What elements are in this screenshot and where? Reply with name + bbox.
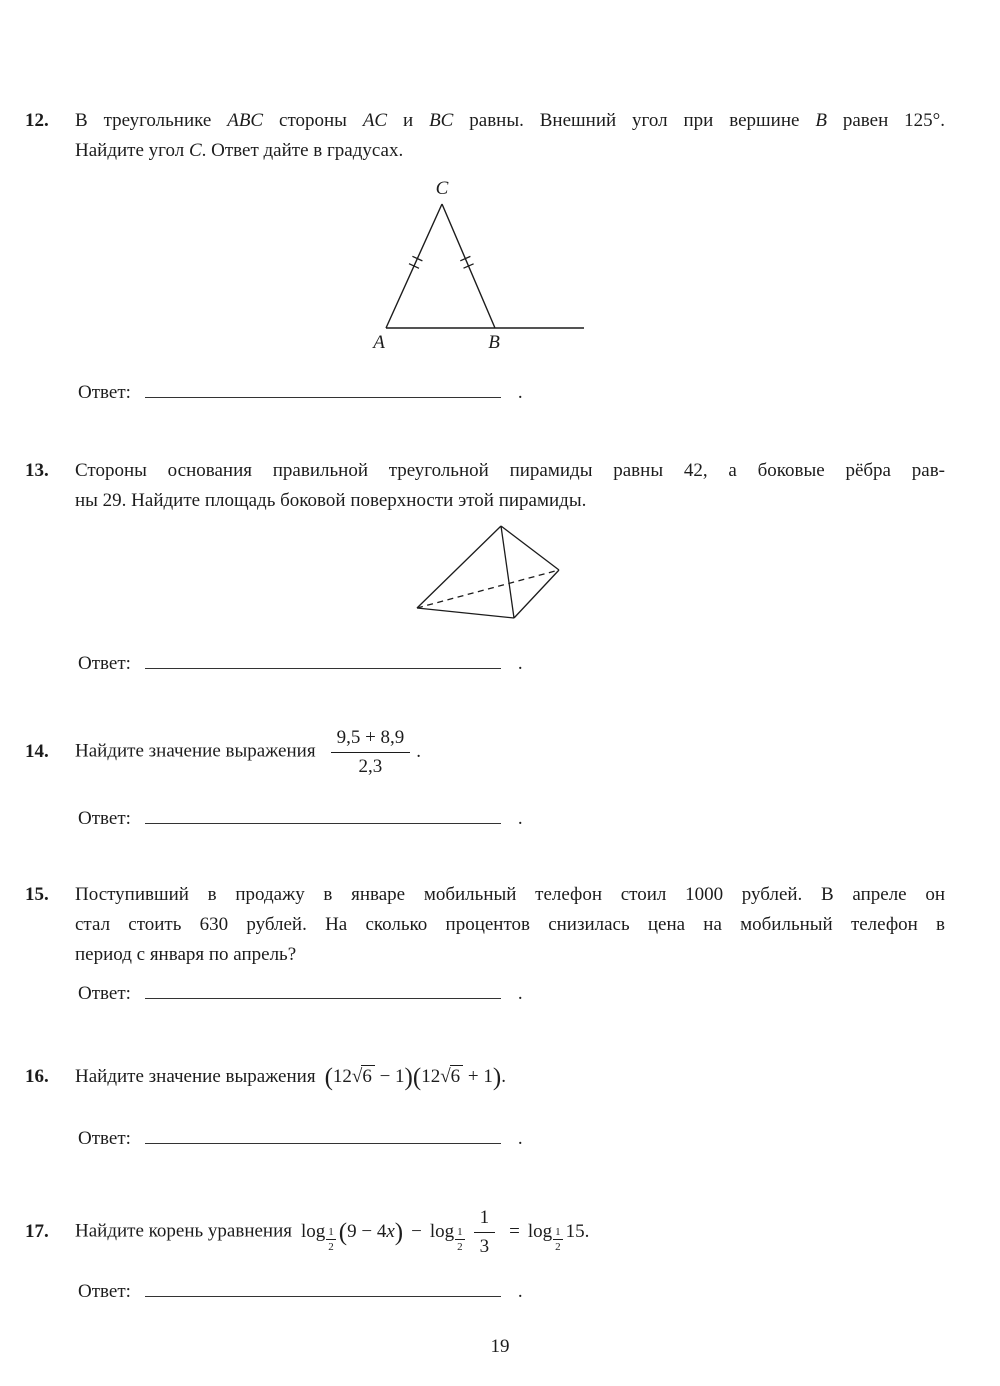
- base-numerator: 1: [553, 1226, 563, 1240]
- problem-16-number: 16.: [25, 1066, 49, 1087]
- problem-17-number: 17.: [25, 1221, 49, 1243]
- answer-label: Ответ:: [78, 808, 131, 829]
- base-denominator: 2: [328, 1240, 334, 1253]
- text-line: Найдите угол C. Ответ дайте в градусах.: [75, 140, 404, 161]
- square-root: [440, 1065, 463, 1087]
- base-denominator: 2: [457, 1240, 463, 1253]
- argument: 9 − 4: [347, 1220, 387, 1242]
- problem-12-text: [75, 106, 945, 166]
- answer-blank: [145, 668, 501, 669]
- isosceles-triangle-figure: [332, 174, 612, 356]
- text-line: Поступивший в продажу в январе мобильный телефон стоил 1000 рублей. В апреле он: [75, 884, 945, 905]
- equal-side-tick-marks: [409, 256, 474, 268]
- answer-period: .: [517, 983, 523, 1004]
- close-paren: ): [404, 1064, 413, 1092]
- log-base-fraction: [553, 1226, 563, 1253]
- answer-blank: [145, 823, 501, 824]
- term-tail: + 1: [463, 1066, 493, 1087]
- coefficient: 12: [421, 1066, 441, 1087]
- rhs-value: 15: [565, 1220, 585, 1242]
- problem-15: [25, 880, 945, 970]
- close-paren: ): [492, 1064, 502, 1092]
- answer-row-12: [78, 382, 523, 404]
- answer-label: Ответ:: [78, 1281, 131, 1302]
- answer-period: .: [517, 382, 523, 403]
- answer-row-16: [78, 1128, 523, 1150]
- problem-12-number: 12.: [25, 110, 49, 131]
- problem-15-text: [75, 880, 945, 970]
- answer-blank: [145, 998, 501, 999]
- problem-15-number: 15.: [25, 884, 49, 905]
- radicand: 6: [361, 1065, 375, 1087]
- fraction-denominator: 2,3: [358, 755, 383, 777]
- variable-x: x: [386, 1220, 395, 1242]
- answer-blank: [145, 397, 501, 398]
- fraction-numerator: 9,5 + 8,9: [331, 726, 411, 753]
- open-paren: (: [324, 1064, 333, 1092]
- problem-16-text: [75, 1062, 945, 1092]
- answer-period: .: [517, 653, 523, 674]
- log-term: [429, 1220, 468, 1253]
- vertex-label-c: C: [435, 178, 449, 199]
- log-label: log: [429, 1220, 455, 1242]
- answer-blank: [145, 1296, 501, 1297]
- problem-17-prefix: Найдите корень уравнения: [75, 1220, 293, 1242]
- problem-13: [25, 456, 945, 516]
- text-line: Стороны основания правильной треугольной пирамиды равны 42, а боковые рёбра рав-: [75, 460, 945, 481]
- triangle-edges: [386, 204, 584, 328]
- answer-label: Ответ:: [78, 1128, 131, 1149]
- problem-16-prefix: Найдите значение выражения: [75, 1066, 316, 1087]
- sentence-period: .: [584, 1220, 590, 1242]
- log-label: log: [527, 1220, 553, 1242]
- log-base-fraction: [326, 1226, 336, 1253]
- problem-13-text: [75, 456, 945, 516]
- triangular-pyramid-figure: [404, 518, 574, 628]
- radical-sign: √: [440, 1066, 450, 1087]
- text-line: В треугольнике ABC стороны AC и BC равны. Внешний угол при вершине B равен 125°.: [75, 110, 945, 131]
- log-label: log: [301, 1220, 326, 1242]
- problem-17: [25, 1206, 945, 1259]
- coefficient: 12: [332, 1066, 352, 1087]
- answer-period: .: [517, 1128, 523, 1149]
- base-numerator: 1: [326, 1226, 336, 1240]
- base-denominator: 2: [555, 1240, 561, 1253]
- answer-row-13: [78, 653, 523, 675]
- answer-label: Ответ:: [78, 382, 131, 403]
- answer-period: .: [517, 808, 523, 829]
- answer-label: Ответ:: [78, 653, 131, 674]
- equation: [301, 1207, 590, 1257]
- text-line: ны 29. Найдите площадь боковой поверхности этой пирамиды.: [75, 490, 587, 511]
- problem-17-text: [75, 1206, 945, 1259]
- expression: [324, 1064, 506, 1092]
- log-base-fraction: [455, 1226, 465, 1253]
- radicand: 6: [450, 1065, 464, 1087]
- problem-14-prefix: Найдите значение выражения: [75, 740, 316, 762]
- term-tail: − 1: [374, 1066, 405, 1087]
- log-term: [527, 1220, 566, 1253]
- fraction: [331, 726, 411, 779]
- text-line: период с января по апрель?: [75, 944, 297, 965]
- answer-row-17: [78, 1281, 523, 1303]
- answer-row-14: [78, 808, 523, 830]
- problem-14-number: 14.: [25, 741, 49, 763]
- text-line: стал стоить 630 рублей. На сколько процентов снизилась цена на мобильный телефон в: [75, 914, 945, 935]
- equals-sign: =: [509, 1220, 520, 1242]
- vertex-label-a: A: [373, 332, 385, 353]
- pyramid-solid-edges: [417, 526, 559, 618]
- problem-12: [25, 106, 945, 166]
- minus-operator: −: [411, 1220, 422, 1242]
- fraction-numerator: 1: [474, 1206, 496, 1233]
- sentence-period: .: [501, 1066, 506, 1087]
- answer-period: .: [517, 1281, 523, 1302]
- open-paren: (: [338, 1218, 348, 1246]
- log-term: [301, 1220, 339, 1253]
- expression: [325, 727, 422, 777]
- close-paren: ): [394, 1218, 404, 1246]
- base-numerator: 1: [455, 1226, 465, 1240]
- fraction: [474, 1206, 496, 1259]
- square-root: [352, 1065, 375, 1087]
- problem-13-number: 13.: [25, 460, 49, 481]
- radical-sign: √: [351, 1066, 362, 1087]
- answer-row-15: [78, 983, 523, 1005]
- page-number: 19: [490, 1336, 510, 1357]
- fraction-denominator: 3: [479, 1235, 490, 1257]
- problem-14: [25, 726, 945, 779]
- sentence-period: .: [416, 740, 422, 762]
- open-paren: (: [412, 1064, 422, 1092]
- answer-blank: [145, 1143, 501, 1144]
- problem-14-text: [75, 726, 945, 779]
- vertex-label-b: B: [488, 332, 500, 353]
- pyramid-hidden-edge: [417, 570, 559, 608]
- problem-16: [25, 1062, 945, 1092]
- answer-label: Ответ:: [78, 983, 131, 1004]
